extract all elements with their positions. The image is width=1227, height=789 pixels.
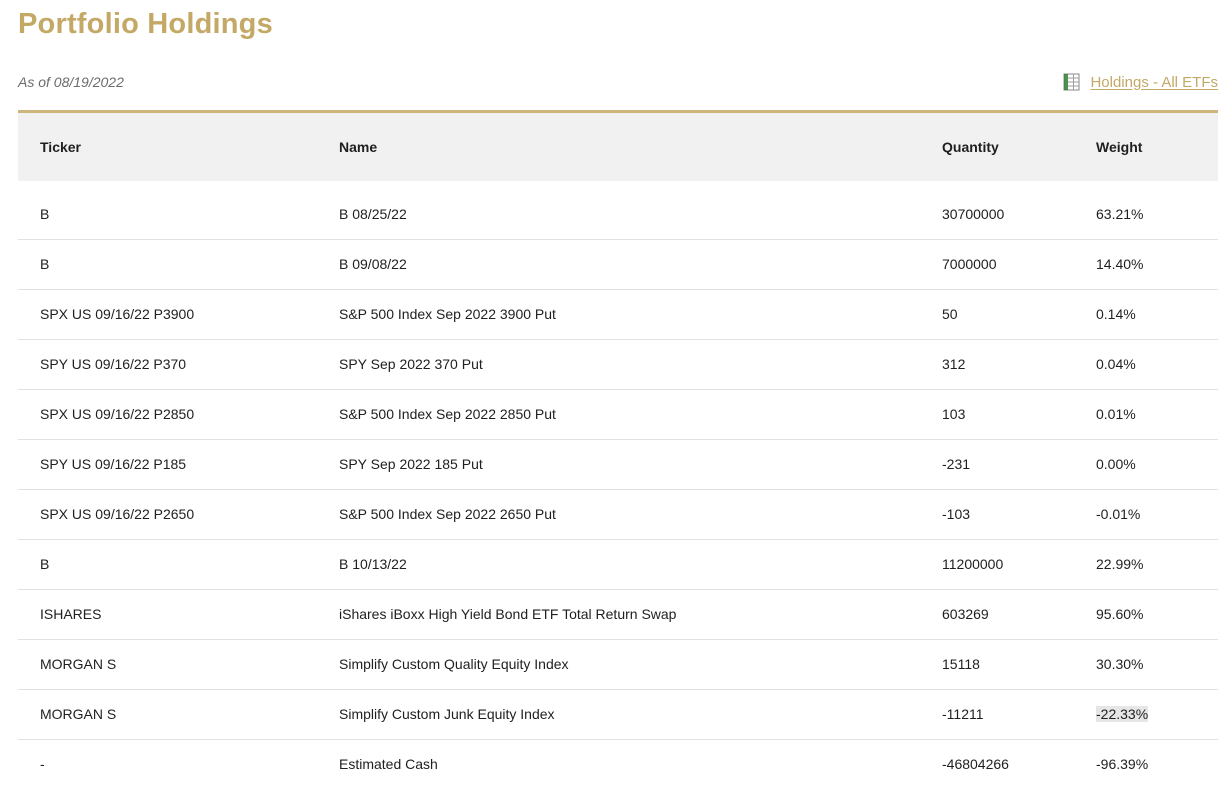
column-header-weight[interactable]: Weight xyxy=(1096,139,1143,155)
quantity-cell xyxy=(942,739,1096,789)
weight-cell-text: 95.60% xyxy=(1096,606,1144,622)
ticker-cell xyxy=(18,339,317,389)
name-cell-text: B 08/25/22 xyxy=(339,205,407,222)
name-cell xyxy=(317,489,942,539)
quantity-cell-text: -46804266 xyxy=(942,756,1009,773)
weight-cell xyxy=(1096,589,1218,639)
weight-cell xyxy=(1096,639,1218,689)
name-cell-text: Estimated Cash xyxy=(339,756,438,773)
name-cell xyxy=(317,181,942,239)
weight-cell-text: 0.00% xyxy=(1096,456,1136,472)
table-row xyxy=(18,389,1218,439)
name-cell xyxy=(317,689,942,739)
quantity-cell xyxy=(942,489,1096,539)
table-row xyxy=(18,639,1218,689)
ticker-cell-text: ISHARES xyxy=(40,606,102,622)
portfolio-holdings-section xyxy=(18,0,1218,789)
table-row xyxy=(18,489,1218,539)
ticker-cell xyxy=(18,389,317,439)
name-cell xyxy=(317,739,942,789)
quantity-cell-text: -231 xyxy=(942,456,971,472)
name-cell xyxy=(317,389,942,439)
column-header-quantity[interactable]: Quantity xyxy=(942,139,999,155)
holdings-table xyxy=(18,113,1218,789)
name-cell xyxy=(317,339,942,389)
ticker-cell-text: MORGAN S xyxy=(40,656,117,672)
name-cell-text: SPY Sep 2022 185 Put xyxy=(339,456,483,472)
quantity-cell-text: 312 xyxy=(942,356,966,372)
column-header-ticker[interactable]: Ticker xyxy=(40,139,81,155)
name-cell xyxy=(317,589,942,639)
name-cell xyxy=(317,639,942,689)
header-divider xyxy=(18,110,1218,113)
ticker-cell-text: SPX US 09/16/22 P2850 xyxy=(40,406,195,422)
name-cell xyxy=(317,539,942,589)
as-of-date: As of 08/19/2022 xyxy=(18,74,124,90)
quantity-cell xyxy=(942,539,1096,589)
quantity-cell xyxy=(942,181,1096,239)
table-row xyxy=(18,239,1218,289)
weight-cell xyxy=(1096,489,1218,539)
ticker-cell-text: B xyxy=(40,256,50,272)
weight-cell xyxy=(1096,539,1218,589)
quantity-cell xyxy=(942,589,1096,639)
name-cell-text: S&P 500 Index Sep 2022 2650 Put xyxy=(339,506,556,522)
weight-cell-text: 63.21% xyxy=(1096,205,1144,222)
quantity-cell-text: 50 xyxy=(942,306,958,322)
name-cell-text: S&P 500 Index Sep 2022 3900 Put xyxy=(339,306,556,322)
meta-row xyxy=(18,48,1218,110)
download-holdings-link[interactable] xyxy=(1063,73,1218,91)
ticker-cell-text: SPX US 09/16/22 P3900 xyxy=(40,306,195,322)
weight-cell xyxy=(1096,439,1218,489)
name-cell-text: iShares iBoxx High Yield Bond ETF Total Return Swap xyxy=(339,606,677,622)
column-header-name[interactable]: Name xyxy=(339,139,378,155)
ticker-cell-text: SPY US 09/16/22 P185 xyxy=(40,456,187,472)
page-title: Portfolio Holdings xyxy=(18,8,273,40)
name-cell-text: SPY Sep 2022 370 Put xyxy=(339,356,483,372)
weight-cell xyxy=(1096,339,1218,389)
quantity-cell xyxy=(942,389,1096,439)
table-row xyxy=(18,181,1218,239)
ticker-cell xyxy=(18,489,317,539)
quantity-cell-text: 15118 xyxy=(942,656,980,672)
weight-cell-text: 14.40% xyxy=(1096,256,1144,272)
name-cell-text: S&P 500 Index Sep 2022 2850 Put xyxy=(339,406,556,422)
name-cell xyxy=(317,239,942,289)
name-cell-text: Simplify Custom Junk Equity Index xyxy=(339,706,555,722)
weight-cell xyxy=(1096,181,1218,239)
ticker-cell-text: MORGAN S xyxy=(40,706,117,722)
weight-cell-text: -0.01% xyxy=(1096,506,1141,522)
ticker-cell xyxy=(18,689,317,739)
name-cell xyxy=(317,439,942,489)
quantity-cell-text: 11200000 xyxy=(942,556,1004,572)
ticker-cell xyxy=(18,181,317,239)
ticker-cell xyxy=(18,589,317,639)
download-link-label[interactable]: Holdings - All ETFs xyxy=(1090,73,1218,91)
ticker-cell xyxy=(18,539,317,589)
name-cell-text: Simplify Custom Quality Equity Index xyxy=(339,656,569,672)
table-row xyxy=(18,739,1218,789)
weight-cell-text: -22.33% xyxy=(1096,706,1149,722)
table-row xyxy=(18,539,1218,589)
weight-cell-text: 0.04% xyxy=(1096,356,1136,372)
table-row xyxy=(18,589,1218,639)
quantity-cell xyxy=(942,289,1096,339)
ticker-cell xyxy=(18,239,317,289)
quantity-cell-text: 30700000 xyxy=(942,205,1005,222)
holdings-table-body xyxy=(18,181,1218,789)
table-row xyxy=(18,339,1218,389)
ticker-cell xyxy=(18,639,317,689)
ticker-cell-text: B xyxy=(40,556,50,572)
quantity-cell xyxy=(942,689,1096,739)
quantity-cell-text: 103 xyxy=(942,406,966,422)
weight-cell xyxy=(1096,689,1218,739)
weight-cell-text: 0.01% xyxy=(1096,406,1136,422)
weight-cell xyxy=(1096,389,1218,439)
table-row xyxy=(18,289,1218,339)
quantity-cell-text: -103 xyxy=(942,506,971,522)
ticker-cell xyxy=(18,439,317,489)
weight-cell-text: 30.30% xyxy=(1096,656,1144,672)
weight-cell xyxy=(1096,239,1218,289)
quantity-cell-text: 603269 xyxy=(942,606,989,622)
ticker-cell xyxy=(18,739,317,789)
ticker-cell-text: - xyxy=(40,756,45,773)
ticker-cell-text: B xyxy=(40,205,50,222)
ticker-cell-text: SPX US 09/16/22 P2650 xyxy=(40,506,195,522)
table-row xyxy=(18,689,1218,739)
weight-cell xyxy=(1096,739,1218,789)
table-header-row xyxy=(18,113,1218,181)
weight-cell-text: -96.39% xyxy=(1096,756,1149,773)
ticker-cell-text: SPY US 09/16/22 P370 xyxy=(40,356,187,372)
table-row xyxy=(18,439,1218,489)
name-cell-text: B 10/13/22 xyxy=(339,556,407,572)
quantity-cell xyxy=(942,239,1096,289)
weight-cell xyxy=(1096,289,1218,339)
name-cell xyxy=(317,289,942,339)
name-cell-text: B 09/08/22 xyxy=(339,256,407,272)
quantity-cell-text: 7000000 xyxy=(942,256,997,272)
quantity-cell-text: -11211 xyxy=(942,706,984,722)
quantity-cell xyxy=(942,639,1096,689)
quantity-cell xyxy=(942,339,1096,389)
spreadsheet-icon xyxy=(1063,73,1080,91)
weight-cell-text: 22.99% xyxy=(1096,556,1144,572)
quantity-cell xyxy=(942,439,1096,489)
ticker-cell xyxy=(18,289,317,339)
weight-cell-text: 0.14% xyxy=(1096,306,1136,322)
